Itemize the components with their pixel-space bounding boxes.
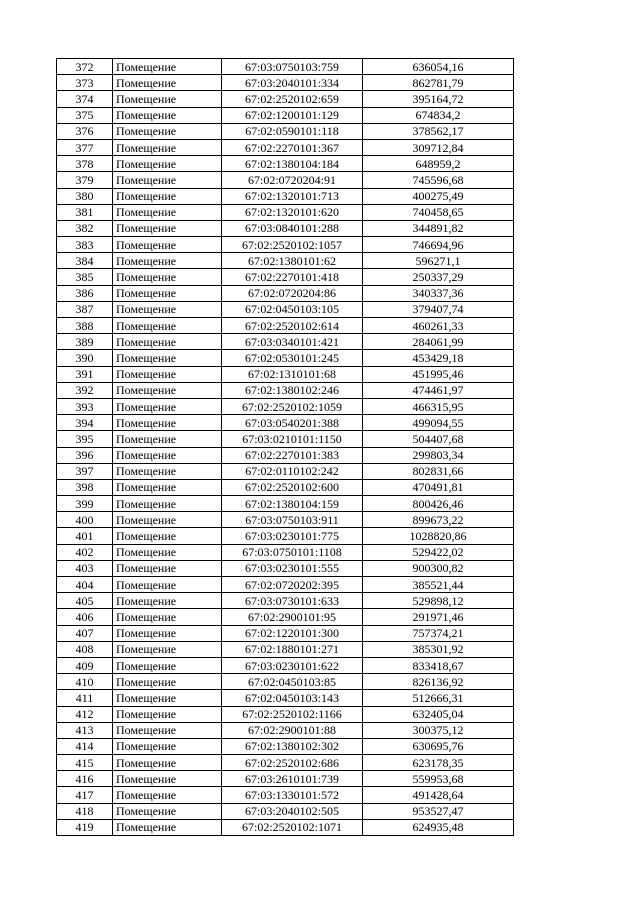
cadastral-number: 67:02:0450103:105 — [222, 301, 363, 317]
cadastral-value: 953527,47 — [363, 803, 514, 819]
table-row — [57, 366, 514, 382]
cadastral-number: 67:02:0110102:242 — [222, 463, 363, 479]
cadastral-number: 67:03:1330101:572 — [222, 787, 363, 803]
table-row — [57, 91, 514, 107]
object-type: Помещение — [113, 285, 222, 301]
cadastral-number: 67:02:0450103:143 — [222, 690, 363, 706]
object-type: Помещение — [113, 496, 222, 512]
table-row — [57, 544, 514, 560]
row-number: 400 — [57, 512, 113, 528]
object-type: Помещение — [113, 204, 222, 220]
row-number: 419 — [57, 819, 113, 835]
cadastral-value: 504407,68 — [363, 431, 514, 447]
object-type: Помещение — [113, 366, 222, 382]
row-number: 383 — [57, 237, 113, 253]
cadastral-value: 250337,29 — [363, 269, 514, 285]
row-number: 399 — [57, 496, 113, 512]
table-row — [57, 657, 514, 673]
table-row — [57, 593, 514, 609]
object-type: Помещение — [113, 253, 222, 269]
row-number: 413 — [57, 722, 113, 738]
table-row — [57, 318, 514, 334]
cadastral-number: 67:02:2520102:1071 — [222, 819, 363, 835]
row-number: 412 — [57, 706, 113, 722]
cadastral-number: 67:02:2270101:383 — [222, 447, 363, 463]
table-row — [57, 269, 514, 285]
row-number: 393 — [57, 398, 113, 414]
cadastral-number: 67:03:0340101:421 — [222, 334, 363, 350]
row-number: 372 — [57, 59, 113, 75]
cadastral-number: 67:03:0750103:911 — [222, 512, 363, 528]
table-row — [57, 301, 514, 317]
row-number: 410 — [57, 674, 113, 690]
cadastral-number: 67:02:1380104:184 — [222, 156, 363, 172]
cadastral-value: 900300,82 — [363, 560, 514, 576]
row-number: 389 — [57, 334, 113, 350]
cadastral-value: 674834,2 — [363, 107, 514, 123]
cadastral-number: 67:02:1310101:68 — [222, 366, 363, 382]
table-row — [57, 350, 514, 366]
cadastral-value: 623178,35 — [363, 755, 514, 771]
table-row — [57, 706, 514, 722]
object-type: Помещение — [113, 771, 222, 787]
object-type: Помещение — [113, 803, 222, 819]
row-number: 415 — [57, 755, 113, 771]
cadastral-value: 833418,67 — [363, 657, 514, 673]
cadastral-value: 740458,65 — [363, 204, 514, 220]
cadastral-number: 67:02:0720204:91 — [222, 172, 363, 188]
cadastral-value: 400275,49 — [363, 188, 514, 204]
object-type: Помещение — [113, 641, 222, 657]
object-type: Помещение — [113, 188, 222, 204]
cadastral-value: 499094,55 — [363, 415, 514, 431]
table-row — [57, 447, 514, 463]
cadastral-number: 67:02:1380101:62 — [222, 253, 363, 269]
cadastral-value: 746694,96 — [363, 237, 514, 253]
row-number: 391 — [57, 366, 113, 382]
cadastral-number: 67:03:0210101:1150 — [222, 431, 363, 447]
table-row — [57, 771, 514, 787]
cadastral-number: 67:02:0590101:118 — [222, 123, 363, 139]
property-table — [56, 58, 514, 836]
object-type: Помещение — [113, 593, 222, 609]
table-row — [57, 237, 514, 253]
cadastral-value: 378562,17 — [363, 123, 514, 139]
object-type: Помещение — [113, 577, 222, 593]
cadastral-number: 67:02:2900101:88 — [222, 722, 363, 738]
table-row — [57, 512, 514, 528]
table-row — [57, 738, 514, 754]
object-type: Помещение — [113, 625, 222, 641]
cadastral-value: 460261,33 — [363, 318, 514, 334]
object-type: Помещение — [113, 431, 222, 447]
cadastral-value: 470491,81 — [363, 479, 514, 495]
table-row — [57, 253, 514, 269]
table-row — [57, 220, 514, 236]
document-page — [56, 58, 507, 836]
object-type: Помещение — [113, 528, 222, 544]
row-number: 401 — [57, 528, 113, 544]
cadastral-number: 67:02:0450103:85 — [222, 674, 363, 690]
row-number: 396 — [57, 447, 113, 463]
cadastral-value: 1028820,86 — [363, 528, 514, 544]
row-number: 416 — [57, 771, 113, 787]
cadastral-number: 67:02:2520102:614 — [222, 318, 363, 334]
object-type: Помещение — [113, 819, 222, 835]
cadastral-value: 512666,31 — [363, 690, 514, 706]
object-type: Помещение — [113, 91, 222, 107]
object-type: Помещение — [113, 123, 222, 139]
table-row — [57, 479, 514, 495]
cadastral-value: 636054,16 — [363, 59, 514, 75]
object-type: Помещение — [113, 269, 222, 285]
row-number: 417 — [57, 787, 113, 803]
row-number: 392 — [57, 382, 113, 398]
object-type: Помещение — [113, 237, 222, 253]
row-number: 386 — [57, 285, 113, 301]
cadastral-number: 67:03:0730101:633 — [222, 593, 363, 609]
table-row — [57, 139, 514, 155]
object-type: Помещение — [113, 544, 222, 560]
cadastral-value: 344891,82 — [363, 220, 514, 236]
object-type: Помещение — [113, 107, 222, 123]
row-number: 411 — [57, 690, 113, 706]
object-type: Помещение — [113, 172, 222, 188]
cadastral-value: 596271,1 — [363, 253, 514, 269]
object-type: Помещение — [113, 690, 222, 706]
cadastral-number: 67:02:1380104:159 — [222, 496, 363, 512]
cadastral-value: 474461,97 — [363, 382, 514, 398]
cadastral-value: 800426,46 — [363, 496, 514, 512]
row-number: 376 — [57, 123, 113, 139]
cadastral-number: 67:02:1320101:713 — [222, 188, 363, 204]
row-number: 379 — [57, 172, 113, 188]
cadastral-number: 67:02:2520102:1059 — [222, 398, 363, 414]
cadastral-value: 385521,44 — [363, 577, 514, 593]
cadastral-value: 745596,68 — [363, 172, 514, 188]
object-type: Помещение — [113, 59, 222, 75]
row-number: 373 — [57, 75, 113, 91]
row-number: 407 — [57, 625, 113, 641]
cadastral-value: 453429,18 — [363, 350, 514, 366]
row-number: 390 — [57, 350, 113, 366]
cadastral-value: 385301,92 — [363, 641, 514, 657]
table-row — [57, 172, 514, 188]
cadastral-value: 284061,99 — [363, 334, 514, 350]
object-type: Помещение — [113, 706, 222, 722]
table-row — [57, 285, 514, 301]
cadastral-value: 291971,46 — [363, 609, 514, 625]
cadastral-value: 451995,46 — [363, 366, 514, 382]
row-number: 375 — [57, 107, 113, 123]
table-row — [57, 609, 514, 625]
cadastral-number: 67:03:2040102:505 — [222, 803, 363, 819]
row-number: 385 — [57, 269, 113, 285]
object-type: Помещение — [113, 220, 222, 236]
cadastral-value: 529898,12 — [363, 593, 514, 609]
table-row — [57, 690, 514, 706]
cadastral-number: 67:02:0720204:86 — [222, 285, 363, 301]
cadastral-value: 648959,2 — [363, 156, 514, 172]
cadastral-value: 529422,02 — [363, 544, 514, 560]
cadastral-value: 340337,36 — [363, 285, 514, 301]
cadastral-number: 67:02:1880101:271 — [222, 641, 363, 657]
cadastral-number: 67:03:2040101:334 — [222, 75, 363, 91]
table-row — [57, 803, 514, 819]
object-type: Помещение — [113, 301, 222, 317]
table-row — [57, 463, 514, 479]
row-number: 408 — [57, 641, 113, 657]
table-row — [57, 722, 514, 738]
cadastral-value: 630695,76 — [363, 738, 514, 754]
cadastral-number: 67:03:0230101:775 — [222, 528, 363, 544]
object-type: Помещение — [113, 318, 222, 334]
row-number: 374 — [57, 91, 113, 107]
row-number: 382 — [57, 220, 113, 236]
table-row — [57, 188, 514, 204]
table-row — [57, 334, 514, 350]
table-row — [57, 415, 514, 431]
cadastral-value: 862781,79 — [363, 75, 514, 91]
row-number: 388 — [57, 318, 113, 334]
cadastral-value: 379407,74 — [363, 301, 514, 317]
table-row — [57, 625, 514, 641]
row-number: 403 — [57, 560, 113, 576]
table-row — [57, 819, 514, 835]
table-row — [57, 560, 514, 576]
row-number: 404 — [57, 577, 113, 593]
row-number: 405 — [57, 593, 113, 609]
cadastral-value: 559953,68 — [363, 771, 514, 787]
row-number: 377 — [57, 139, 113, 155]
object-type: Помещение — [113, 657, 222, 673]
cadastral-number: 67:03:0840101:288 — [222, 220, 363, 236]
row-number: 418 — [57, 803, 113, 819]
cadastral-value: 300375,12 — [363, 722, 514, 738]
object-type: Помещение — [113, 398, 222, 414]
cadastral-value: 624935,48 — [363, 819, 514, 835]
cadastral-number: 67:02:2520102:1057 — [222, 237, 363, 253]
table-row — [57, 59, 514, 75]
table-row — [57, 156, 514, 172]
table-row — [57, 528, 514, 544]
cadastral-value: 466315,95 — [363, 398, 514, 414]
object-type: Помещение — [113, 787, 222, 803]
row-number: 394 — [57, 415, 113, 431]
object-type: Помещение — [113, 609, 222, 625]
object-type: Помещение — [113, 463, 222, 479]
cadastral-number: 67:03:0750101:1108 — [222, 544, 363, 560]
table-row — [57, 382, 514, 398]
object-type: Помещение — [113, 334, 222, 350]
row-number: 387 — [57, 301, 113, 317]
cadastral-number: 67:03:2610101:739 — [222, 771, 363, 787]
row-number: 406 — [57, 609, 113, 625]
cadastral-value: 757374,21 — [363, 625, 514, 641]
cadastral-number: 67:02:1200101:129 — [222, 107, 363, 123]
cadastral-number: 67:02:2520102:1166 — [222, 706, 363, 722]
cadastral-number: 67:02:0720202:395 — [222, 577, 363, 593]
table-row — [57, 787, 514, 803]
row-number: 384 — [57, 253, 113, 269]
table-row — [57, 75, 514, 91]
table-row — [57, 204, 514, 220]
table-row — [57, 496, 514, 512]
cadastral-value: 309712,84 — [363, 139, 514, 155]
table-row — [57, 577, 514, 593]
table-body — [57, 59, 514, 836]
table-row — [57, 755, 514, 771]
object-type: Помещение — [113, 674, 222, 690]
object-type: Помещение — [113, 382, 222, 398]
object-type: Помещение — [113, 722, 222, 738]
cadastral-number: 67:02:1320101:620 — [222, 204, 363, 220]
cadastral-number: 67:02:1380102:302 — [222, 738, 363, 754]
cadastral-value: 299803,34 — [363, 447, 514, 463]
row-number: 381 — [57, 204, 113, 220]
cadastral-number: 67:02:1380102:246 — [222, 382, 363, 398]
object-type: Помещение — [113, 738, 222, 754]
cadastral-number: 67:03:0750103:759 — [222, 59, 363, 75]
cadastral-number: 67:02:2520102:686 — [222, 755, 363, 771]
row-number: 397 — [57, 463, 113, 479]
cadastral-number: 67:02:2900101:95 — [222, 609, 363, 625]
object-type: Помещение — [113, 560, 222, 576]
table-row — [57, 641, 514, 657]
cadastral-number: 67:02:1220101:300 — [222, 625, 363, 641]
cadastral-value: 802831,66 — [363, 463, 514, 479]
row-number: 378 — [57, 156, 113, 172]
row-number: 398 — [57, 479, 113, 495]
cadastral-value: 632405,04 — [363, 706, 514, 722]
object-type: Помещение — [113, 755, 222, 771]
object-type: Помещение — [113, 75, 222, 91]
cadastral-number: 67:03:0230101:622 — [222, 657, 363, 673]
cadastral-number: 67:02:2520102:600 — [222, 479, 363, 495]
table-row — [57, 674, 514, 690]
cadastral-number: 67:02:2270101:367 — [222, 139, 363, 155]
cadastral-number: 67:03:0540201:388 — [222, 415, 363, 431]
cadastral-number: 67:03:0230101:555 — [222, 560, 363, 576]
cadastral-value: 491428,64 — [363, 787, 514, 803]
object-type: Помещение — [113, 447, 222, 463]
row-number: 380 — [57, 188, 113, 204]
cadastral-number: 67:02:2270101:418 — [222, 269, 363, 285]
table-row — [57, 123, 514, 139]
object-type: Помещение — [113, 156, 222, 172]
cadastral-value: 826136,92 — [363, 674, 514, 690]
object-type: Помещение — [113, 139, 222, 155]
row-number: 409 — [57, 657, 113, 673]
object-type: Помещение — [113, 512, 222, 528]
row-number: 414 — [57, 738, 113, 754]
object-type: Помещение — [113, 479, 222, 495]
cadastral-value: 395164,72 — [363, 91, 514, 107]
table-row — [57, 431, 514, 447]
row-number: 402 — [57, 544, 113, 560]
table-row — [57, 398, 514, 414]
row-number: 395 — [57, 431, 113, 447]
object-type: Помещение — [113, 350, 222, 366]
object-type: Помещение — [113, 415, 222, 431]
cadastral-value: 899673,22 — [363, 512, 514, 528]
cadastral-number: 67:02:2520102:659 — [222, 91, 363, 107]
cadastral-number: 67:02:0530101:245 — [222, 350, 363, 366]
table-row — [57, 107, 514, 123]
